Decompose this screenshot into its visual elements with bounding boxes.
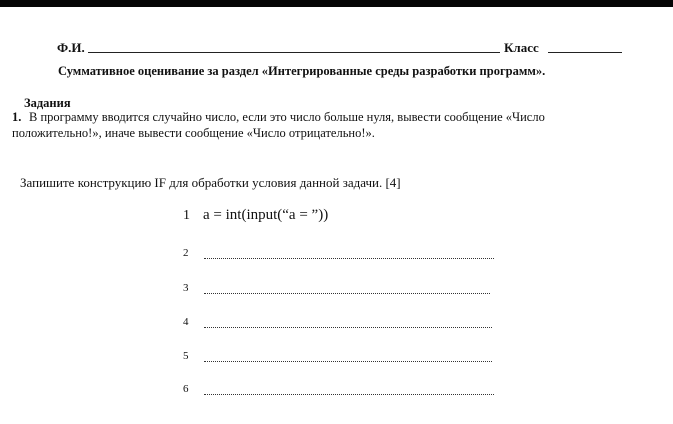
tasks-heading: Задания (24, 96, 71, 110)
assessment-subtitle: Суммативное оценивание за раздел «Интегрированные среды разработки программ». (58, 64, 546, 78)
code-line-number: 1 (183, 208, 190, 223)
code-line-number: 3 (183, 282, 189, 294)
top-dark-border (0, 0, 673, 7)
answer-dotted-line[interactable] (204, 361, 492, 362)
answer-dotted-line[interactable] (204, 258, 494, 259)
code-line-number: 4 (183, 316, 189, 328)
task-number: 1. (12, 110, 22, 124)
fio-label: Ф.И. (57, 40, 85, 55)
class-label: Класс (504, 40, 539, 55)
answer-dotted-line[interactable] (204, 394, 494, 395)
code-line-number: 2 (183, 247, 189, 259)
class-blank-line[interactable] (548, 52, 622, 53)
answer-dotted-line[interactable] (204, 327, 492, 328)
code-line-text: a = int(input(“a = ”)) (203, 207, 329, 223)
answer-dotted-line[interactable] (204, 293, 490, 294)
code-line-number: 6 (183, 383, 189, 395)
instruction-text: Запишите конструкцию IF для обработки условия данной задачи. [4] (20, 175, 401, 190)
task-text-line-2: положительно!», иначе вывести сообщение «Число отрицательно!». (12, 126, 375, 140)
fio-blank-line[interactable] (88, 52, 500, 53)
task-text-line-1: В программу вводится случайно число, если это число больше нуля, вывести сообщение «Число (29, 110, 545, 124)
code-line-number: 5 (183, 350, 189, 362)
